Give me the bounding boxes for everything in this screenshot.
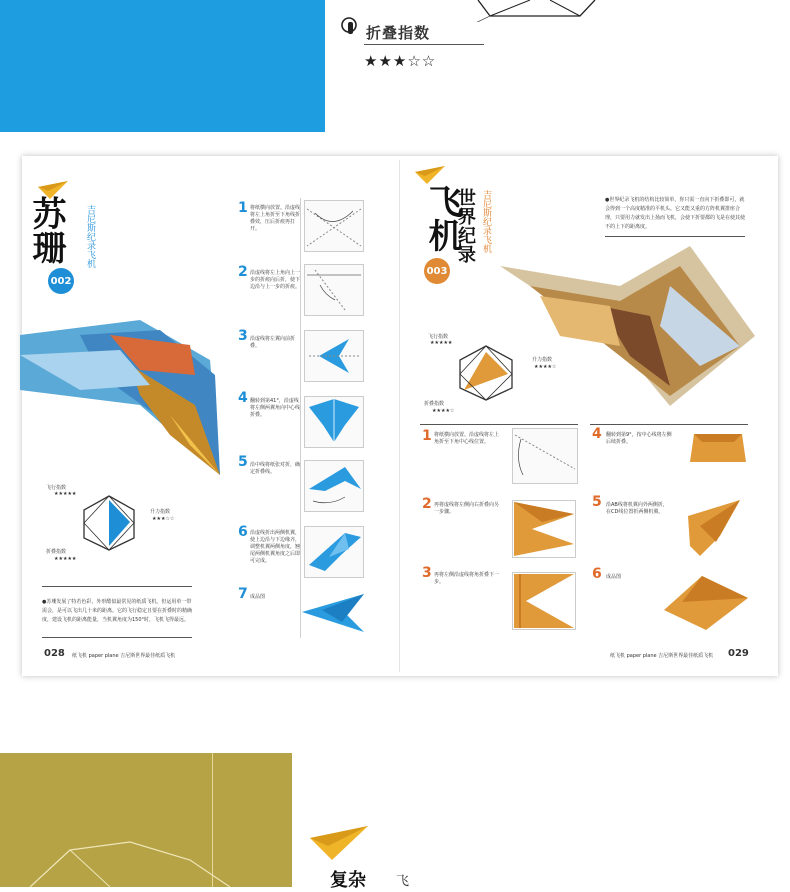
flight-index-stars: ★★★★★ — [54, 491, 77, 497]
step-diagram — [304, 526, 364, 578]
step-diagram — [512, 572, 576, 630]
step-text: 翻转到第9°，按中心线将左侧后续折叠。 — [606, 432, 672, 445]
page-title-extra: 世界纪录 — [458, 188, 476, 266]
hand-pointer-icon — [340, 16, 362, 38]
fold-index-label-small: 折叠指数 — [46, 549, 67, 555]
paper-plane-icon — [310, 826, 368, 860]
step-text: 沿虚线折出两侧机翼，使上边沿与下边缘齐，调整机翼两侧角度，翘尾两侧机翼角度之后即可完成。 — [250, 530, 301, 564]
step-number: 5 — [238, 454, 248, 470]
footer-text: 纸飞机 paper plane 吉尼斯世界最佳纸质飞机 — [610, 653, 714, 659]
step-text: 再将虚线将左侧向右折叠向另一步骤。 — [434, 502, 500, 515]
step-text: 将纸横向放置。沿虚线将左上角折至下角线折叠效，压后折痕再打开。 — [250, 205, 301, 232]
step-text: 成品图 — [250, 594, 266, 600]
section-subtitle: 飞 — [396, 874, 410, 889]
orange-plane-illustration — [500, 246, 760, 408]
flight-index-label: 飞行指数 — [46, 485, 67, 491]
step-diagram — [304, 200, 364, 252]
step-number: 7 — [238, 586, 248, 602]
model-number-badge: 003 — [424, 258, 450, 284]
intro-text: ●苏珊发展了特若色彩，外形酷似最常见的纸质飞机。但运用单一带需会，是可以飞出几十米的距离。它的飞行稳定且要在折叠时的精确度，建设飞机的距离能量，当机翼角度为150°时，飞机飞得最远。 — [42, 599, 193, 623]
step-text: 再将左侧沿虚线将角折叠下一步。 — [434, 572, 500, 585]
step-text: 翻转到第41°，沿虚线将左侧两翼角向中心线折叠。 — [250, 398, 301, 418]
model-number-badge: 002 — [48, 268, 74, 294]
divider — [605, 236, 745, 237]
spine-line — [399, 160, 400, 672]
step-diagram — [512, 428, 578, 484]
rating-hexagon-chart — [456, 344, 516, 402]
stunt-index-stars: ★★★★☆ — [534, 364, 557, 370]
step-text: 沿中线将纸张对折，确定折叠线。 — [250, 462, 301, 475]
divider — [42, 586, 192, 587]
divider — [364, 44, 484, 45]
step-number: 3 — [238, 328, 248, 344]
step-diagram — [680, 496, 748, 560]
stunt-index-stars: ★★★☆☆ — [152, 516, 175, 522]
step-text: 沿虚线将左上角向上一步的折痕向后折，使下边沿与上一步的折痕。 — [250, 270, 301, 290]
fold-index-stars: ★★★☆☆ — [364, 52, 437, 70]
footer-text: 纸飞机 paper plane 吉尼斯世界最佳纸质飞机 — [72, 653, 176, 659]
step-number: 6 — [592, 566, 602, 582]
step-text: 沿AB线将机翼向外两侧折，在CD线位置折两侧机翼。 — [606, 502, 668, 515]
paper-plane-outline-bottom — [30, 840, 230, 887]
step-diagram — [304, 460, 364, 512]
fold-index-label: 折叠指数 — [366, 24, 431, 42]
step-diagram — [304, 330, 364, 382]
step-number: 4 — [592, 426, 602, 442]
finished-plane-diagram — [302, 592, 364, 634]
fold-index-label-small: 折叠指数 — [424, 401, 445, 407]
step-number: 2 — [238, 264, 248, 280]
step-number: 5 — [592, 494, 602, 510]
finished-plane-diagram — [662, 572, 750, 632]
step-number: 3 — [422, 565, 432, 581]
rating-hexagon-chart — [80, 494, 138, 552]
blue-plane-illustration — [20, 315, 230, 485]
intro-text: ●世界纪录飞机的结构比较简单，你只需一直向下折叠即可，就会得到一个高度精准的平机头。它又能又重的方阵机翼排座合理，只要用力就发出上扬而飞机，会使下折要都的飞是在使其使不的上下的距离度。 — [605, 197, 746, 230]
page-number: 028 — [44, 648, 65, 659]
page-title: 飞机 — [422, 184, 462, 252]
step-text: 沿虚线将左翼向前折叠。 — [250, 336, 296, 349]
page-title: 苏珊 — [26, 196, 66, 264]
step-text: 成品图 — [606, 574, 622, 580]
section-title: 复杂 — [330, 870, 366, 891]
step-diagram — [688, 432, 748, 466]
flight-index-stars: ★★★★★ — [430, 340, 453, 346]
step-text: 将纸横向放置。沿虚线将左上角折至下角中心线位置。 — [434, 432, 500, 445]
page-subtitle: 吉尼斯纪录飞机 — [481, 190, 491, 253]
step-diagram — [512, 500, 576, 558]
step-number: 1 — [422, 428, 432, 444]
fold-index-stars-small: ★★★★☆ — [432, 408, 455, 414]
flight-index-label: 飞行指数 — [428, 334, 449, 340]
divider — [420, 424, 578, 425]
paper-plane-icon — [415, 166, 445, 184]
step-number: 6 — [238, 524, 248, 540]
blue-color-block — [0, 0, 325, 132]
step-number: 4 — [238, 390, 248, 406]
step-number: 1 — [238, 200, 248, 216]
divider — [42, 637, 192, 638]
step-diagram — [304, 396, 364, 448]
stunt-index-label: 升力指数 — [150, 509, 171, 515]
paper-plane-outline-top — [470, 0, 600, 22]
step-diagram — [304, 264, 364, 316]
divider — [590, 424, 748, 425]
page-number: 029 — [728, 648, 749, 659]
fold-index-stars-small: ★★★★★ — [54, 556, 77, 562]
step-number: 2 — [422, 496, 432, 512]
page-subtitle: 吉尼斯纪录飞机 — [85, 205, 95, 268]
stunt-index-label: 升力指数 — [532, 357, 553, 363]
